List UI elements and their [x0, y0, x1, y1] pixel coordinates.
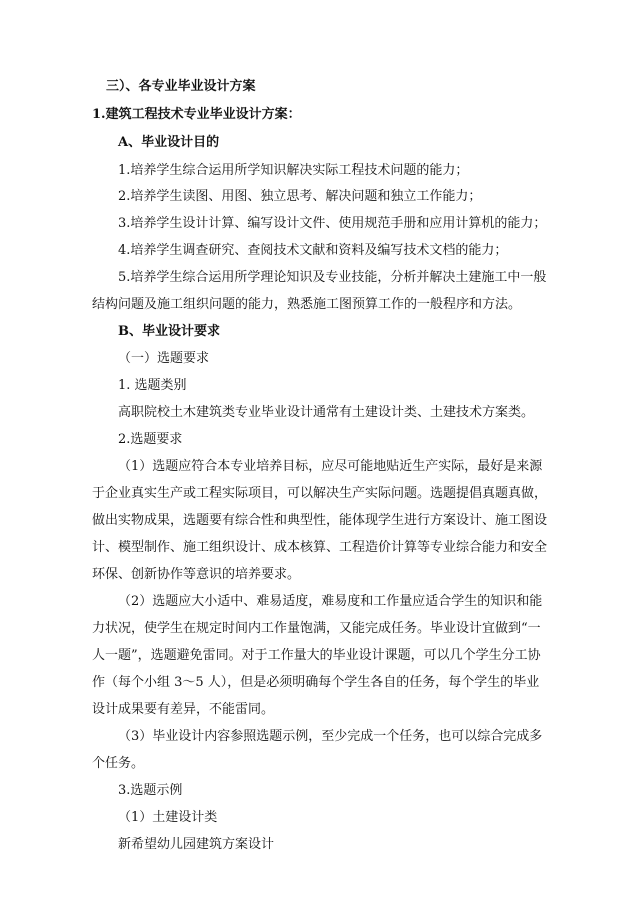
item-topic-examples: 3.选题示例 — [118, 783, 183, 798]
goal-3: 3.培养学生设计计算、编写设计文件、使用规范手册和应用计算机的能力； — [118, 216, 547, 231]
item-topic-category-text: 高职院校土木建筑类专业毕业设计通常有土建设计类、土建技术方案类。 — [118, 405, 535, 420]
req-1-line-3: 做出实物成果，选题要有综合性和典型性，能体现学生进行方案设计、施工图设 — [92, 513, 548, 528]
item-topic-category: 1. 选题类别 — [118, 378, 187, 393]
req-2-line-2: 力状况，使学生在规定时间内工作量饱满，又能完成任务。毕业设计宜做到“一 — [92, 621, 541, 636]
example-1-text: 新希望幼儿园建筑方案设计 — [118, 837, 275, 852]
section-title: 三）、各专业毕业设计方案 — [106, 79, 256, 94]
req-3-line-2: 个任务。 — [92, 756, 145, 771]
goal-5-cont: 结构问题及施工组织问题的能力，熟悉施工图预算工作的一般程序和方法。 — [92, 297, 522, 312]
req-1-line-2: 于企业真实生产或工程实际项目，可以解决生产实际问题。选题提倡真题真做， — [92, 486, 548, 501]
goal-4: 4.培养学生调查研究、查阅技术文献和资料及编写技术文档的能力； — [118, 243, 508, 258]
goal-5: 5.培养学生综合运用所学理论知识及专业技能，分析并解决土建施工中一般 — [118, 270, 547, 285]
goal-1: 1.培养学生综合运用所学知识解决实际工程技术问题的能力； — [118, 163, 469, 178]
req-2-line-5: 设计成果要有差异，不能雷同。 — [92, 702, 275, 717]
heading-a: A、毕业设计目的 — [118, 135, 220, 150]
req-1-line-4: 计、模型制作、施工组织设计、成本核算、工程造价计算等专业综合能力和安全 — [92, 540, 548, 555]
req-3-line-1: （3）毕业设计内容参照选题示例，至少完成一个任务，也可以综合完成多 — [118, 729, 543, 744]
goal-2: 2.培养学生读图、用图、独立思考、解决问题和独立工作能力； — [118, 189, 482, 204]
heading-b: B、毕业设计要求 — [118, 324, 220, 339]
heading-1: 1.建筑工程技术专业毕业设计方案： — [92, 107, 301, 122]
req-2-line-4: 作（每个小组 3～5 人），但是必须明确每个学生各自的任务，每个学生的毕业 — [92, 675, 540, 690]
req-1-line-5: 环保、创新协作等意识的培养要求。 — [92, 567, 301, 582]
req-2-line-1: （2）选题应大小适中、难易适度，难易度和工作量应适合学生的知识和能 — [118, 594, 543, 609]
example-category-1: （1）土建设计类 — [118, 810, 218, 825]
req-1-line-1: （1）选题应符合本专业培养目标，应尽可能地贴近生产实际，最好是来源 — [118, 459, 543, 474]
subheading-topic-requirements: （一）选题要求 — [118, 351, 210, 366]
item-topic-requirements: 2.选题要求 — [118, 432, 183, 447]
req-2-line-3: 人一题”，选题避免雷同。对于工作量大的毕业设计课题，可以几个学生分工协 — [92, 648, 541, 663]
